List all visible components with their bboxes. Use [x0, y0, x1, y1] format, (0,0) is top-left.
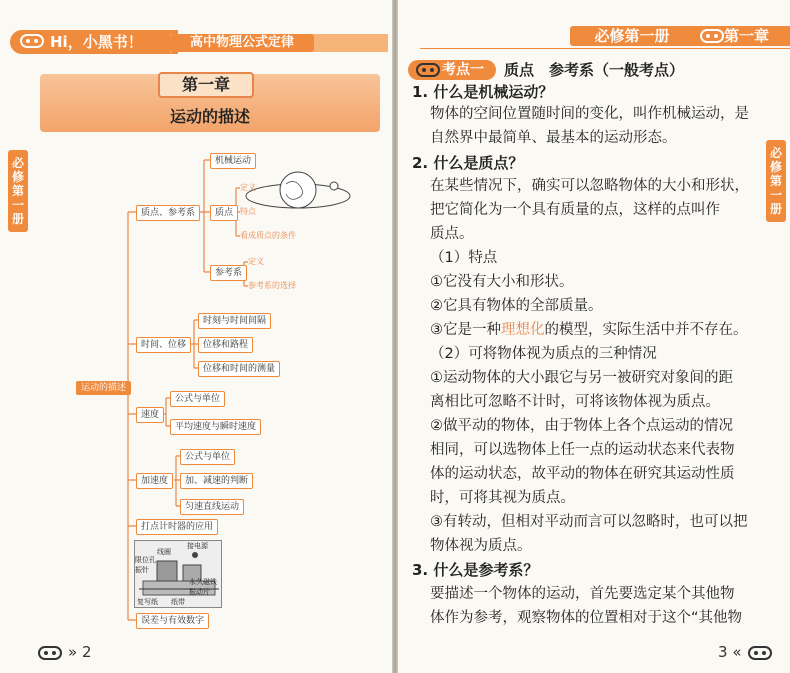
mindmap-leaf: 看成质点的条件	[240, 231, 296, 240]
left-page	[0, 0, 392, 673]
paragraph: 相同，可以选物体上任一点的运动状态来代表物	[430, 442, 735, 458]
paragraph: 质点。	[430, 226, 474, 242]
paragraph: 体的运动状态，故平动的物体在研究其运动性质	[430, 466, 735, 482]
right-header	[570, 24, 790, 48]
diagram-label: 复写纸	[137, 598, 158, 606]
mascot-icon	[416, 63, 440, 77]
mindmap-node: 公式与单位	[180, 449, 235, 465]
left-side-tab: 必修第一册	[8, 150, 28, 232]
paragraph: ①它没有大小和形状。	[430, 274, 574, 290]
mindmap-node: 质点	[210, 205, 238, 221]
paragraph: 离相比可忽略不计时，可将该物体视为质点。	[430, 394, 720, 410]
mindmap-node: 误差与有效数字	[136, 613, 209, 629]
paragraph: 把它简化为一个具有质量的点，这样的点叫作	[430, 202, 720, 218]
chapter-number: 第一章	[158, 72, 254, 98]
series-title: 高中物理公式定律	[170, 34, 314, 52]
right-page-number: 3 «	[718, 643, 742, 661]
question-2: 2. 什么是质点？	[412, 154, 524, 172]
paragraph: ①运动物体的大小跟它与另一被研究对象间的距	[430, 370, 733, 386]
brand-text: Hi，小黑书！	[50, 33, 143, 51]
right-side-tab: 必修第一册	[766, 140, 786, 222]
diagram-label: 纸带	[171, 598, 185, 606]
paragraph: （1）特点	[430, 250, 498, 266]
left-page-number: » 2	[68, 643, 92, 661]
mindmap-node: 时间、位移	[136, 337, 191, 353]
mindmap-node: 平均速度与瞬时速度	[170, 419, 261, 435]
mindmap-node: 打点计时器的应用	[136, 519, 218, 535]
paragraph-ideal: ③它是一种理想化的模型，实际生活中并不存在。	[430, 322, 748, 338]
paragraph: 物体视为质点。	[430, 538, 532, 554]
paragraph: 物体的空间位置随时间的变化，叫作机械运动，是	[430, 106, 749, 122]
right-page	[398, 0, 790, 673]
paragraph: 时，可将其视为质点。	[430, 490, 575, 506]
diagram-label: 接电源	[187, 542, 208, 550]
mindmap-leaf: 特点	[240, 207, 256, 216]
diagram-label: 振动片	[189, 588, 210, 596]
diagram-label: 永久磁铁	[189, 578, 217, 586]
highlight-term: 理想化	[501, 322, 545, 338]
diagram-label: 振针	[135, 566, 149, 574]
mindmap-node: 匀速直线运动	[180, 499, 244, 515]
mindmap-node: 加速度	[136, 473, 173, 489]
chapter-label: 第一章	[694, 26, 790, 46]
chapter-title: 运动的描述	[169, 107, 250, 126]
mindmap-leaf: 定义	[248, 257, 264, 266]
question-3: 3. 什么是参考系？	[412, 561, 539, 579]
mindmap-node: 公式与单位	[170, 391, 225, 407]
paragraph: ③有转动，但相对平动而言可以忽略时，也可以把	[430, 514, 748, 530]
question-1: 1. 什么是机械运动？	[412, 83, 554, 101]
mindmap-node: 参考系	[210, 265, 247, 281]
mindmap-node: 位移和时间的测量	[198, 361, 280, 377]
mindmap-leaf: 参考系的选择	[248, 281, 296, 290]
mindmap-leaf: 定义	[240, 183, 256, 192]
paragraph: 体作为参考，观察物体的位置相对于这个“其他物	[430, 610, 743, 626]
paragraph: 自然界中最简单、最基本的运动形态。	[430, 130, 677, 146]
paragraph: 在某些情况下，确实可以忽略物体的大小和形状，	[430, 178, 749, 194]
mascot-icon	[38, 646, 62, 660]
mindmap-node: 加、减速的判断	[180, 473, 253, 489]
paragraph: ②它具有物体的全部质量。	[430, 298, 603, 314]
mascot-icon	[748, 646, 772, 660]
timer-diagram	[134, 540, 222, 608]
section-tag: 考点一	[408, 60, 496, 80]
diagram-label: 限位孔	[135, 556, 156, 564]
paragraph: （2）可将物体视为质点的三种情况	[430, 346, 657, 362]
mindmap-node: 位移和路程	[198, 337, 253, 353]
section-title: 质点 参考系（一般考点）	[504, 61, 685, 79]
mindmap-node: 速度	[136, 407, 164, 423]
mascot-icon	[700, 29, 724, 43]
earth-orbit-icon	[246, 172, 350, 208]
mindmap-node: 时刻与时间间隔	[198, 313, 271, 329]
diagram-label: 线圈	[157, 548, 171, 556]
book-title: 必修第一册	[570, 26, 694, 46]
mindmap-root: 运动的描述	[76, 381, 131, 395]
mindmap-node: 机械运动	[210, 153, 256, 169]
paragraph: ②做平动的物体，由于物体上各个点运动的情况	[430, 418, 733, 434]
section-heading	[408, 60, 685, 80]
paragraph: 要描述一个物体的运动，首先要选定某个其他物	[430, 586, 735, 602]
mindmap-node: 质点、参考系	[136, 205, 200, 221]
header-rule	[420, 48, 790, 49]
